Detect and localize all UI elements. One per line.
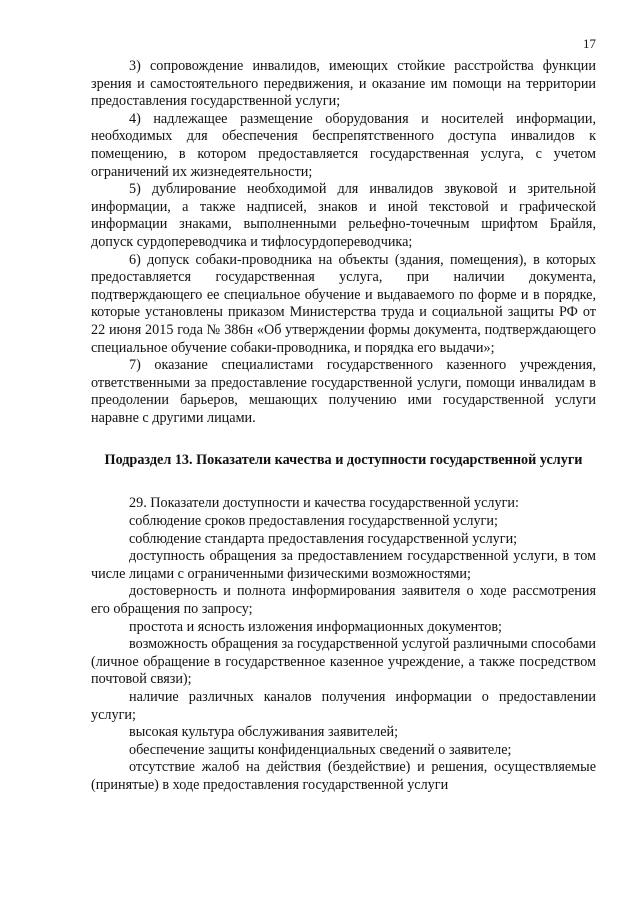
paragraph: 5) дублирование необходимой для инвалидов звуковой и зрительной информации, а также надписей, знаков и иной текстовой и графической информации знаками, выполненными рельефно-точечным шрифтом Брайля, допуск сурдопереводчика и тифлосурдопереводчика;: [91, 181, 596, 250]
paragraph: 29. Показатели доступности и качества государственной услуги:: [129, 495, 519, 512]
paragraph: 4) надлежащее размещение оборудования и носителей информации, необходимых для обеспечения беспрепятственного доступа инвалидов к помещению, в котором предоставляется государственная услуга, с учетом ограничений их жизнедеятельности;: [91, 110, 596, 180]
paragraph: достоверность и полнота информирования заявителя о ходе рассмотрения его обращения по запросу;: [91, 583, 596, 618]
paragraph: возможность обращения за государственной услугой различными способами (личное обращение в государственное казенное учреждение, а также посредством почтовой связи);: [91, 636, 596, 688]
paragraph: простота и ясность изложения информационных документов;: [129, 618, 502, 635]
paragraph: соблюдение сроков предоставления государственной услуги;: [129, 513, 498, 530]
spacer: [91, 469, 596, 495]
paragraph: отсутствие жалоб на действия (бездействие) и решения, осуществляемые (принятые) в ходе предоставления государственной услуги: [91, 759, 596, 793]
paragraph: 7) оказание специалистами государственного казенного учреждения, ответственными за предоставление государственной услуги, помощи инвалидам в преодолении барьеров, мешающих получению ими государственной услуги наравне с другими лицами.: [91, 357, 596, 426]
paragraph: высокая культура обслуживания заявителей;: [129, 724, 399, 741]
page-number: 17: [583, 36, 596, 51]
paragraph: соблюдение стандарта предоставления государственной услуги;: [129, 530, 518, 547]
document-body: [91, 58, 596, 795]
paragraph: 3) сопровождение инвалидов, имеющих стойкие расстройства функции зрения и самостоятельного передвижения, и оказание им помощи на территории предоставления государственной услуги;: [91, 58, 596, 110]
section-heading: Подраздел 13. Показатели качества и доступности государственной услуги: [104, 452, 583, 469]
paragraph: наличие различных каналов получения информации о предоставлении услуги;: [91, 689, 596, 723]
paragraph: обеспечение защиты конфиденциальных сведений о заявителе;: [129, 741, 512, 758]
paragraph: 6) допуск собаки-проводника на объекты (здания, помещения), в которых предоставляется государственная услуга, при наличии документа, подтверждающего ее специальное обучение и выдаваемого по форме и в порядке, которые установлены приказом Министерства труда и социальной защиты РФ от 22 июня 2015 года № 386н «Об утверждении формы документа, подтверждающего специальное обучение собаки-проводника, и порядка его выдачи»;: [91, 251, 596, 356]
paragraph: доступность обращения за предоставлением государственной услуги, в том числе лицами с ограниченными физическими возможностями;: [91, 548, 596, 582]
